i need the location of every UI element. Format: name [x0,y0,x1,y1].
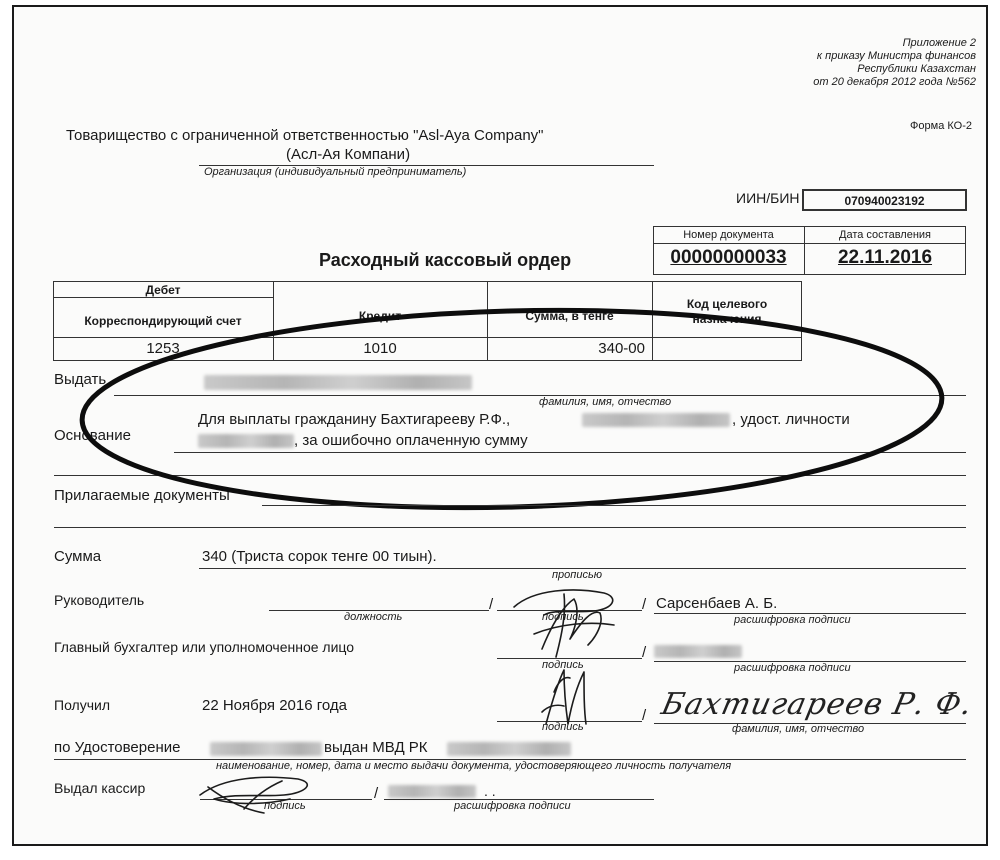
basis-text-part-2: , удост. личности [732,411,850,428]
appendix-line-1: Приложение 2 [902,37,976,49]
amount-value: 340 (Триста сорок тенге 00 тиын). [202,548,437,565]
ellipse-annotation [74,299,964,519]
doc-number: 00000000033 [670,247,787,268]
iin-label: ИИН/БИН [736,190,800,206]
doc-date-label: Дата составления [839,229,931,241]
accountant-signature-caption: подпись [542,659,584,671]
id-doc-prefix: по Удостоверение [54,739,181,756]
doc-title: Расходный кассовый ордер [319,250,572,270]
id-doc-issued-by: выдан МВД РК [324,739,428,756]
org-caption: Организация (индивидуальный предприниматель) [204,166,467,178]
received-signature-caption: подпись [542,721,584,733]
head-label: Руководитель [54,592,145,608]
redacted-cashier-name [388,785,476,798]
appendix-line-2: к приказу Министра финансов [816,50,976,62]
doc-date: 22.11.2016 [837,247,933,268]
redacted-id-number [210,742,322,756]
head-name: Сарсенбаев А. Б. [656,595,778,612]
basis-text-part-1: Для выплаты гражданину Бахтигарееву Р.Ф., [198,411,511,428]
amount-caption: прописью [552,569,603,581]
org-name-line-1: Товарищество с ограниченной ответственностью "Asl-Aya Company" [66,127,544,144]
cashier-decode-caption: расшифровка подписи [454,800,571,812]
credit-header: Кредит [358,309,402,323]
redacted-accountant-name [654,645,742,658]
received-name-caption: фамилия, имя, отчество [732,723,865,735]
appendix-note [813,37,976,89]
attachments-label: Прилагаемые документы [54,487,230,504]
accountant-label: Главный бухгалтер или уполномоченное лицо [54,639,355,655]
head-signature [504,579,624,664]
id-doc-caption: наименование, номер, дата и место выдачи документа, удостоверяющего личность получателя [216,760,732,772]
recipient-signature [534,662,614,732]
head-position-caption: должность [344,611,403,623]
issue-label: Выдать [54,371,107,388]
document-scan: Приложение 2 к приказу Министра финансов Республики Казахстан от 20 декабря 2012 года №562 Форма КО-2 Товарищество с ограниченной ответственностью "Asl-Aya Company" (Асл-Ая Компани) Организация (индивидуальный предприниматель) ИИН/БИН 070940023192 Номер документа Дата составления 00000000033 22.11.2016 Расходный кассовый ордер Дебет Корреспондирующий счет Кредит Сумма, в тенге Код целевого назначения 1253 1010 340-00 Выдать фамилия, имя, отчество Для выплаты гражданину Бахтигарееву Р.Ф., , удост. личности , за ошибочно оплаченную сумму Основание Прилагаемые документы Сумма 340 (Триста сорок тенге 00 тиын). прописью Руководитель должность / подпись / Сарсенбаев А. Б. расшифровка подписи Главный бухгалтер или уполномоченное лицо подпись / расшифровка подписи Получил 22 Ноября 2016 года подпись / Бахтигареев Р. Ф. фамилия, имя, отчество по Удостоверение выдан МВД РК наименование, номер, дата и место выдачи документа, удостоверяющего личность получателя Выдал кассир подпись / . . расшифровка подписи [12,5,988,846]
basis-label: Основание [54,427,131,444]
org-name-line-2: (Асл-Ая Компани) [286,146,411,163]
cashier-signature-caption: подпись [264,800,306,812]
received-date: 22 Ноября 2016 года [202,697,347,714]
row-debit-value: 1253 [146,340,180,357]
sum-header: Сумма, в тенге [525,309,614,323]
basis-text-part-3: , за ошибочно оплаченную сумму [294,432,528,449]
corr-account-header: Корреспондирующий счет [84,314,242,328]
debit-header: Дебет [145,283,181,297]
received-handwritten-name: Бахтигареев Р. Ф. [658,687,976,722]
cashier-label: Выдал кассир [54,780,146,796]
iin-value: 070940023192 [802,189,967,211]
cashier-signature [194,769,324,819]
issue-caption: фамилия, имя, отчество [539,396,672,408]
received-label: Получил [54,697,110,713]
form-code: Форма КО-2 [910,120,972,132]
row-credit-value: 1010 [363,340,397,357]
redacted-id-details [447,742,571,756]
accountant-decode-caption: расшифровка подписи [734,662,851,674]
purpose-code-header: Код целевого назначения [686,297,768,326]
appendix-line-3: Республики Казахстан [857,63,976,75]
head-signature-caption: подпись [542,611,584,623]
amount-label: Сумма [54,548,102,565]
head-decode-caption: расшифровка подписи [734,614,851,626]
doc-number-label: Номер документа [683,229,774,241]
row-sum-value: 340-00 [598,340,645,357]
appendix-line-4: от 20 декабря 2012 года №562 [813,76,976,88]
